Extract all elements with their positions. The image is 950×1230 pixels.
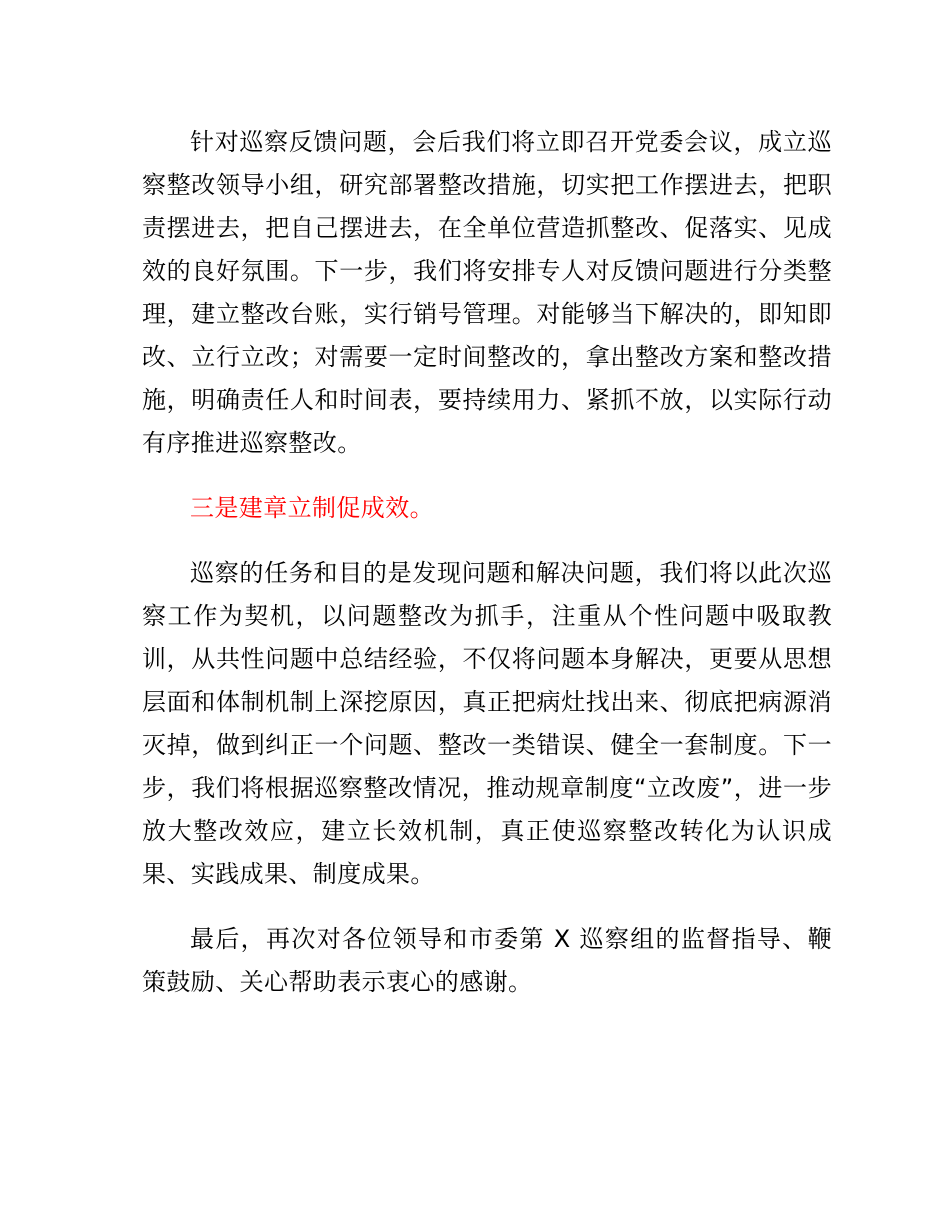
section-heading-rules: 三是建章立制促成效。 [190,494,434,522]
paragraph-long-term-mechanism: 巡察的任务和目的是发现问题和解决问题，我们将以此次巡察工作为契机，以问题整改为抓手，注重从个性问题中吸取教训，从共性问题中总结经验，不仅将问题本身解决，更要从思想层面和体制机制上深挖原因，真正把病灶找出来、彻底把病源消灭掉，做到纠正一个问题、整改一类错误、健全一套制度。下一步，我们将根据巡察整改情况，推动规章制度“立改废”，进一步放大整改效应，建立长效机制，真正使巡察整改转化为认识成果、实践成果、制度成果。 [142,559,832,888]
paragraph-rectification-measures: 针对巡察反馈问题，会后我们将立即召开党委会议，成立巡察整改领导小组，研究部署整改措施，切实把工作摆进去，把职责摆进去，把自己摆进去，在全单位营造抓整改、促落实、见成效的良好氛围。下一步，我们将安排专人对反馈问题进行分类整理，建立整改台账，实行销号管理。对能够当下解决的，即知即改、立行立改；对需要一定时间整改的，拿出整改方案和整改措施，明确责任人和时间表，要持续用力、紧抓不放，以实际行动有序推进巡察整改。 [142,128,832,457]
paragraph-spacer [142,530,832,552]
paragraph-spacer [142,465,832,487]
document-body [142,121,832,1004]
paragraph-closing-thanks: 最后，再次对各位领导和市委第 X 巡察组的监督指导、鞭策鼓励、关心帮助表示衷心的感谢。 [142,925,832,996]
paragraph-spacer [142,896,832,918]
